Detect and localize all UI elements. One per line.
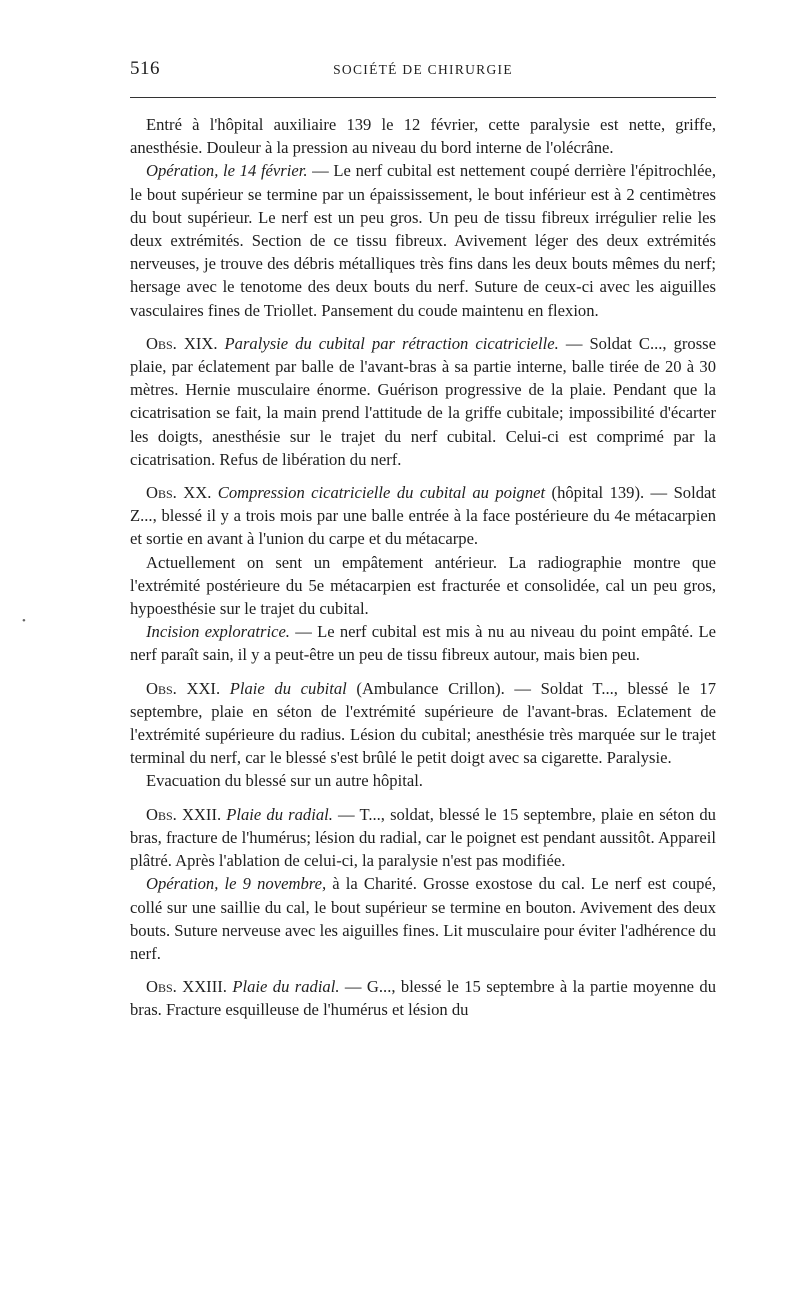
running-title: SOCIÉTÉ DE CHIRURGIE	[333, 62, 513, 77]
paragraph: Opération, le 9 novembre, à la Charité. Grosse exostose du cal. Le nerf est coupé, collé sur une saillie du cal, le bout supérieur se termine en bouton. Avivement des deux bouts. Suture nerveuse avec les aiguilles fines. Lit musculaire pour éviter l'adhérence du nerf.	[130, 874, 716, 963]
observation-title: Plaie du radial.	[232, 977, 340, 997]
observation-xx: Obs. XX. Compression cicatricielle du cubital au poignet (hôpital 139). — Soldat Z..., blessé il y a trois mois par une balle entrée à la face postérieure du 4e métacarpien et sortie en avant à l'union du carpe et du métacarpe.	[130, 483, 716, 549]
observation-label: Obs. XXI.	[146, 678, 221, 698]
observation-xxii: Obs. XXII. Plaie du radial. — T..., soldat, blessé le 15 septembre, plaie en séton du bras, fracture de l'humérus; lésion du radial, car le poignet est pendant aussitôt. Appareil plâtré. Après l'ablation de celui-ci, la paralysie n'est pas modifiée.	[130, 804, 716, 871]
observation-title: Plaie du cubital	[229, 678, 347, 698]
observation-title: Plaie du radial.	[226, 804, 333, 824]
paragraph-lead: Opération, le 14 février.	[146, 161, 308, 181]
page-number: 516	[130, 58, 160, 79]
paragraph-lead: Opération, le 9 novembre,	[146, 874, 327, 894]
observation-label: Obs. XXIII.	[146, 977, 227, 997]
observation-xxi: Obs. XXI. Plaie du cubital (Ambulance Crillon). — Soldat T..., blessé le 17 septembre, plaie en séton de l'extrémité supérieure de l'avant-bras. Eclatement de l'extrémité supérieure du radius. Lésion du cubital; anesthésie très marquée sur le trajet terminal du nerf, car le blessé s'est brûlé le petit doigt avec sa cigarette. Paralysie.	[130, 678, 716, 768]
margin-mark: •	[22, 615, 26, 627]
observation-xxiii: Obs. XXIII. Plaie du radial. — G..., blessé le 15 septembre à la partie moyenne du bras. Fracture esquilleuse de l'humérus et lésion du	[130, 977, 717, 1020]
paragraph: Evacuation du blessé sur un autre hôpital.	[146, 771, 423, 791]
observation-label: Obs. XXII.	[146, 804, 222, 824]
body-text	[130, 113, 716, 1022]
observation-label: Obs. XX.	[146, 483, 212, 503]
paragraph: Opération, le 14 février. — Le nerf cubital est nettement coupé derrière l'épitrochlée, le bout supérieur se termine par un épaississement, le bout inférieur est à 2 centimètres du bout supérieur. Le nerf est un peu gros. Un peu de tissu fibreux irrégulier relie les deux extrémités. Section de ce tissu fibreux. Avivement léger des deux extrémités nerveuses, je trouve des débris métalliques très fins dans les deux bouts mêmes du nerf; hersage avec le tenotome des deux bouts du nerf. Suture de ceux-ci avec les aiguilles vasculaires fines de Triollet. Pansement du coude maintenu en flexion.	[130, 161, 716, 320]
paragraph: Entré à l'hôpital auxiliaire 139 le 12 février, cette paralysie est nette, griffe, anesthésie. Douleur à la pression au niveau du bord interne de l'olécrâne.	[130, 115, 716, 158]
paragraph: Incision exploratrice. — Le nerf cubital est mis à nu au niveau du point empâté. Le nerf paraît sain, il y a peut-être un peu de tissu fibreux autour, mais bien peu.	[130, 622, 716, 665]
observation-xix: Obs. XIX. Paralysie du cubital par rétraction cicatricielle. — Soldat C..., grosse plaie, par éclatement par balle de l'avant-bras à sa partie interne, balle tirée de 20 à 30 mètres. Hernie musculaire énorme. Guérison progressive de la plaie. Pendant que la cicatrisation se fait, la main prend l'attitude de la griffe cubitale; impossibilité d'écarter les doigts, anesthésie sur le trajet du nerf cubital. Celui-ci est comprimé par la cicatrisation. Refus de libération du nerf.	[130, 333, 716, 469]
page-header	[130, 58, 716, 84]
observation-label: Obs. XIX.	[146, 333, 218, 353]
observation-title: Paralysie du cubital par rétraction cicatricielle.	[224, 333, 559, 353]
header-rule	[130, 97, 716, 98]
paragraph-lead: Incision exploratrice.	[146, 622, 290, 642]
observation-title: Compression cicatricielle du cubital au poignet	[217, 483, 546, 503]
paragraph: Actuellement on sent un empâtement antérieur. La radiographie montre que l'extrémité postérieure du 5e métacarpien est fracturée et consolidée, cal un peu gros, hypoesthésie sur le trajet du cubital.	[130, 552, 716, 619]
